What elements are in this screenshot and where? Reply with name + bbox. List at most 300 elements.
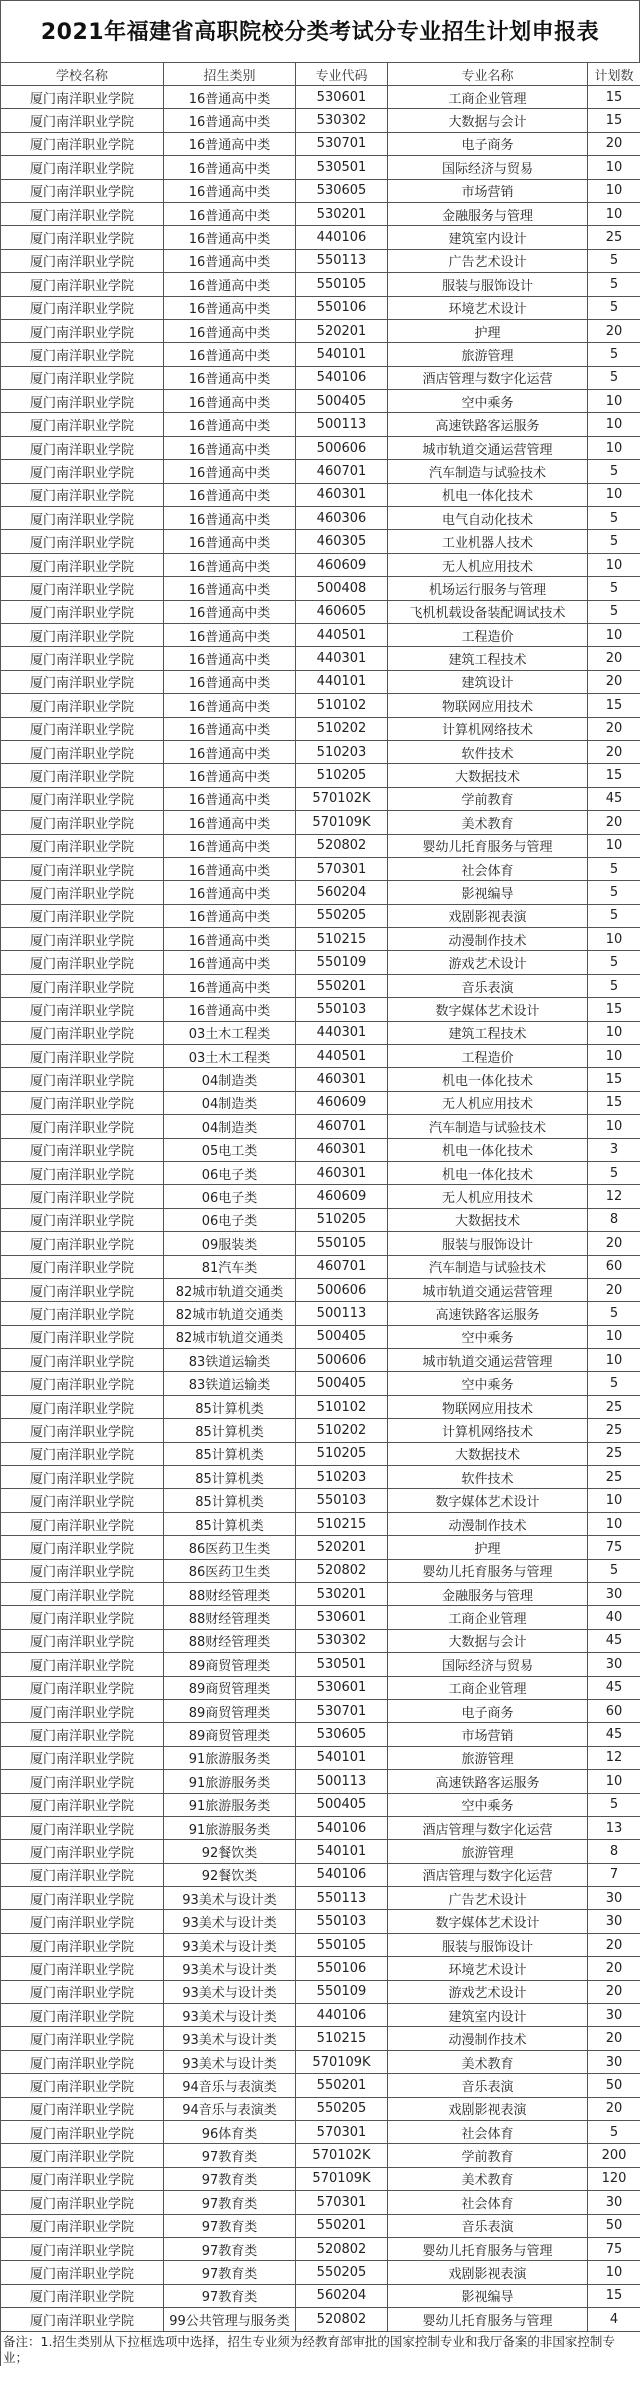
category-cell: 97教育类 [164,2191,296,2214]
count-cell: 5 [588,1302,640,1325]
code-cell: 440101 [296,670,388,693]
major-cell: 工业机器人技术 [388,530,588,553]
code-cell: 510203 [296,1466,388,1489]
code-cell: 460609 [296,1185,388,1208]
school-cell: 厦门南洋职业学院 [1,460,164,483]
table-row [1,694,640,717]
table-row [1,1840,640,1863]
count-cell: 4 [588,2308,640,2331]
code-cell: 550106 [296,296,388,319]
count-cell: 10 [588,1349,640,1372]
table-row [1,296,640,319]
count-cell: 8 [588,1840,640,1863]
major-cell: 社会体育 [388,2191,588,2214]
count-cell: 10 [588,1512,640,1535]
school-cell: 厦门南洋职业学院 [1,1161,164,1184]
category-cell: 93美术与设计类 [164,1957,296,1980]
school-cell: 厦门南洋职业学院 [1,1325,164,1348]
major-cell: 空中乘务 [388,1793,588,1816]
code-cell: 500405 [296,1793,388,1816]
table-row [1,787,640,810]
major-cell: 音乐表演 [388,2074,588,2097]
table-row [1,273,640,296]
count-cell: 5 [588,951,640,974]
code-cell: 440301 [296,647,388,670]
major-cell: 建筑设计 [388,670,588,693]
count-cell: 15 [588,764,640,787]
code-cell: 460301 [296,1161,388,1184]
category-cell: 16普通高中类 [164,974,296,997]
school-cell: 厦门南洋职业学院 [1,2284,164,2307]
table-row [1,2284,640,2307]
table-row [1,600,640,623]
school-cell: 厦门南洋职业学院 [1,1980,164,2003]
school-cell: 厦门南洋职业学院 [1,2004,164,2027]
col-plan-count: 计划数 [588,63,640,86]
major-cell: 飞机机载设备装配调试技术 [388,600,588,623]
school-cell: 厦门南洋职业学院 [1,670,164,693]
table-row [1,764,640,787]
major-cell: 游戏艺术设计 [388,951,588,974]
school-cell: 厦门南洋职业学院 [1,1559,164,1582]
code-cell: 550201 [296,974,388,997]
category-cell: 16普通高中类 [164,343,296,366]
major-cell: 软件技术 [388,740,588,763]
school-cell: 厦门南洋职业学院 [1,787,164,810]
table-row [1,951,640,974]
major-cell: 工程造价 [388,623,588,646]
table-row [1,811,640,834]
table-row [1,1115,640,1138]
major-cell: 国际经济与贸易 [388,156,588,179]
category-cell: 97教育类 [164,2261,296,2284]
school-cell: 厦门南洋职业学院 [1,2050,164,2073]
count-cell: 5 [588,857,640,880]
major-cell: 影视编导 [388,2284,588,2307]
school-cell: 厦门南洋职业学院 [1,2167,164,2190]
major-cell: 物联网应用技术 [388,1395,588,1418]
count-cell: 20 [588,1232,640,1255]
category-cell: 89商贸管理类 [164,1699,296,1722]
school-cell: 厦门南洋职业学院 [1,2074,164,2097]
category-cell: 93美术与设计类 [164,2004,296,2027]
count-cell: 10 [588,2261,640,2284]
category-cell: 16普通高中类 [164,553,296,576]
code-cell: 570109K [296,2050,388,2073]
count-cell: 15 [588,2284,640,2307]
count-cell: 30 [588,1910,640,1933]
school-cell: 厦门南洋职业学院 [1,1372,164,1395]
school-cell: 厦门南洋职业学院 [1,2308,164,2331]
major-cell: 广告艺术设计 [388,1887,588,1910]
table-row [1,1489,640,1512]
category-cell: 16普通高中类 [164,273,296,296]
code-cell: 530601 [296,1606,388,1629]
col-major-code: 专业代码 [296,63,388,86]
major-cell: 建筑室内设计 [388,226,588,249]
table-row [1,1559,640,1582]
table-row [1,1232,640,1255]
count-cell: 5 [588,1793,640,1816]
school-cell: 厦门南洋职业学院 [1,1536,164,1559]
table-row [1,1770,640,1793]
major-cell: 机场运行服务与管理 [388,577,588,600]
category-cell: 88财经管理类 [164,1606,296,1629]
major-cell: 工商企业管理 [388,1676,588,1699]
category-cell: 16普通高中类 [164,86,296,109]
code-cell: 550103 [296,1489,388,1512]
category-cell: 85计算机类 [164,1466,296,1489]
major-cell: 大数据技术 [388,1208,588,1231]
major-cell: 婴幼儿托育服务与管理 [388,1559,588,1582]
major-cell: 国际经济与贸易 [388,1653,588,1676]
table-row [1,366,640,389]
code-cell: 500606 [296,1278,388,1301]
category-cell: 04制造类 [164,1115,296,1138]
category-cell: 86医药卫生类 [164,1536,296,1559]
table-row [1,1138,640,1161]
count-cell: 25 [588,1395,640,1418]
code-cell: 510215 [296,928,388,951]
school-cell: 厦门南洋职业学院 [1,413,164,436]
count-cell: 20 [588,1278,640,1301]
count-cell: 40 [588,1606,640,1629]
school-cell: 厦门南洋职业学院 [1,1091,164,1114]
code-cell: 500606 [296,436,388,459]
count-cell: 10 [588,436,640,459]
major-cell: 金融服务与管理 [388,1583,588,1606]
code-cell: 520802 [296,2237,388,2260]
major-cell: 服装与服饰设计 [388,273,588,296]
major-cell: 美术教育 [388,2050,588,2073]
category-cell: 16普通高中类 [164,413,296,436]
category-cell: 85计算机类 [164,1442,296,1465]
school-cell: 厦门南洋职业学院 [1,998,164,1021]
code-cell: 460301 [296,1138,388,1161]
count-cell: 10 [588,202,640,225]
school-cell: 厦门南洋职业学院 [1,1021,164,1044]
major-cell: 高速铁路客运服务 [388,1770,588,1793]
major-cell: 美术教育 [388,2167,588,2190]
school-cell: 厦门南洋职业学院 [1,1840,164,1863]
count-cell: 10 [588,1115,640,1138]
table-row [1,1816,640,1839]
code-cell: 530701 [296,132,388,155]
table-row [1,1442,640,1465]
category-cell: 88财经管理类 [164,1583,296,1606]
code-cell: 520802 [296,1559,388,1582]
major-cell: 建筑工程技术 [388,647,588,670]
code-cell: 530701 [296,1699,388,1722]
count-cell: 5 [588,530,640,553]
code-cell: 460301 [296,1068,388,1091]
count-cell: 50 [588,2074,640,2097]
category-cell: 97教育类 [164,2167,296,2190]
count-cell: 5 [588,904,640,927]
school-cell: 厦门南洋职业学院 [1,928,164,951]
code-cell: 460701 [296,460,388,483]
category-cell: 16普通高中类 [164,904,296,927]
major-cell: 环境艺术设计 [388,296,588,319]
code-cell: 500405 [296,390,388,413]
category-cell: 16普通高中类 [164,717,296,740]
code-cell: 570109K [296,2167,388,2190]
table-row [1,319,640,342]
count-cell: 30 [588,2004,640,2027]
category-cell: 16普通高中类 [164,483,296,506]
category-cell: 85计算机类 [164,1395,296,1418]
major-cell: 动漫制作技术 [388,1512,588,1535]
count-cell: 10 [588,623,640,646]
category-cell: 16普通高中类 [164,109,296,132]
code-cell: 500405 [296,1325,388,1348]
count-cell: 20 [588,1980,640,2003]
table-row [1,1091,640,1114]
school-cell: 厦门南洋职业学院 [1,811,164,834]
table-row [1,343,640,366]
school-cell: 厦门南洋职业学院 [1,156,164,179]
category-cell: 93美术与设计类 [164,2027,296,2050]
code-cell: 540106 [296,1816,388,1839]
table-row [1,928,640,951]
school-cell: 厦门南洋职业学院 [1,109,164,132]
code-cell: 440301 [296,1021,388,1044]
school-cell: 厦门南洋职业学院 [1,1863,164,1886]
count-cell: 10 [588,1021,640,1044]
table-row [1,1583,640,1606]
count-cell: 20 [588,670,640,693]
count-cell: 5 [588,974,640,997]
table-row [1,647,640,670]
count-cell: 30 [588,2050,640,2073]
category-cell: 16普通高中类 [164,249,296,272]
count-cell: 20 [588,1957,640,1980]
count-cell: 5 [588,2120,640,2143]
table-row [1,86,640,109]
count-cell: 15 [588,109,640,132]
count-cell: 60 [588,1255,640,1278]
count-cell: 25 [588,1419,640,1442]
table-row [1,1255,640,1278]
major-cell: 高速铁路客运服务 [388,1302,588,1325]
major-cell: 护理 [388,1536,588,1559]
school-cell: 厦门南洋职业学院 [1,273,164,296]
major-cell: 大数据技术 [388,1442,588,1465]
table-row [1,1325,640,1348]
count-cell: 75 [588,2237,640,2260]
category-cell: 05电工类 [164,1138,296,1161]
count-cell: 10 [588,390,640,413]
code-cell: 550105 [296,1933,388,1956]
category-cell: 83铁道运输类 [164,1372,296,1395]
major-cell: 市场营销 [388,1723,588,1746]
count-cell: 5 [588,249,640,272]
school-cell: 厦门南洋职业学院 [1,1629,164,1652]
footnote: 备注：1.招生类别从下拉框选项中选择，招生专业须为经教育部审批的国家控制专业和我厅备案的非国家控制专业； [0,2332,640,2366]
count-cell: 10 [588,179,640,202]
school-cell: 厦门南洋职业学院 [1,764,164,787]
category-cell: 16普通高中类 [164,436,296,459]
school-cell: 厦门南洋职业学院 [1,1442,164,1465]
table-row [1,460,640,483]
school-cell: 厦门南洋职业学院 [1,740,164,763]
code-cell: 550113 [296,249,388,272]
table-row [1,2237,640,2260]
code-cell: 530302 [296,1629,388,1652]
table-row [1,1980,640,2003]
table-row [1,881,640,904]
code-cell: 540106 [296,366,388,389]
school-cell: 厦门南洋职业学院 [1,1185,164,1208]
table-row [1,1676,640,1699]
major-cell: 软件技术 [388,1466,588,1489]
table-row [1,1793,640,1816]
count-cell: 20 [588,647,640,670]
col-category: 招生类别 [164,63,296,86]
category-cell: 92餐饮类 [164,1863,296,1886]
category-cell: 97教育类 [164,2144,296,2167]
code-cell: 550105 [296,1232,388,1255]
major-cell: 戏剧影视表演 [388,904,588,927]
major-cell: 高速铁路客运服务 [388,413,588,436]
school-cell: 厦门南洋职业学院 [1,1583,164,1606]
code-cell: 550205 [296,2261,388,2284]
school-cell: 厦门南洋职业学院 [1,1910,164,1933]
school-cell: 厦门南洋职业学院 [1,2144,164,2167]
school-cell: 厦门南洋职业学院 [1,857,164,880]
school-cell: 厦门南洋职业学院 [1,530,164,553]
table-row [1,834,640,857]
col-school-name: 学校名称 [1,63,164,86]
table-row [1,1910,640,1933]
school-cell: 厦门南洋职业学院 [1,390,164,413]
code-cell: 510202 [296,717,388,740]
major-cell: 音乐表演 [388,2214,588,2237]
code-cell: 460701 [296,1255,388,1278]
code-cell: 540101 [296,1746,388,1769]
major-cell: 广告艺术设计 [388,249,588,272]
school-cell: 厦门南洋职业学院 [1,1115,164,1138]
category-cell: 97教育类 [164,2284,296,2307]
major-cell: 酒店管理与数字化运营 [388,366,588,389]
count-cell: 10 [588,553,640,576]
code-cell: 530605 [296,179,388,202]
count-cell: 45 [588,1723,640,1746]
category-cell: 04制造类 [164,1068,296,1091]
category-cell: 16普通高中类 [164,670,296,693]
table-row [1,2191,640,2214]
major-cell: 工商企业管理 [388,1606,588,1629]
category-cell: 16普通高中类 [164,998,296,1021]
count-cell: 20 [588,740,640,763]
school-cell: 厦门南洋职业学院 [1,226,164,249]
category-cell: 81汽车类 [164,1255,296,1278]
category-cell: 82城市轨道交通类 [164,1325,296,1348]
table-row [1,974,640,997]
school-cell: 厦门南洋职业学院 [1,1419,164,1442]
code-cell: 550103 [296,1910,388,1933]
count-cell: 75 [588,1536,640,1559]
school-cell: 厦门南洋职业学院 [1,834,164,857]
table-row [1,156,640,179]
count-cell: 30 [588,1583,640,1606]
school-cell: 厦门南洋职业学院 [1,1606,164,1629]
category-cell: 16普通高中类 [164,577,296,600]
major-cell: 旅游管理 [388,1840,588,1863]
school-cell: 厦门南洋职业学院 [1,1349,164,1372]
table-row [1,2261,640,2284]
count-cell: 45 [588,787,640,810]
code-cell: 500606 [296,1349,388,1372]
school-cell: 厦门南洋职业学院 [1,1793,164,1816]
major-cell: 音乐表演 [388,974,588,997]
code-cell: 550106 [296,1957,388,1980]
major-cell: 酒店管理与数字化运营 [388,1816,588,1839]
table-row [1,1863,640,1886]
category-cell: 16普通高中类 [164,787,296,810]
table-row [1,1278,640,1301]
enrollment-table [0,62,640,2332]
school-cell: 厦门南洋职业学院 [1,623,164,646]
category-cell: 16普通高中类 [164,928,296,951]
table-row [1,740,640,763]
count-cell: 30 [588,2191,640,2214]
count-cell: 15 [588,1091,640,1114]
school-cell: 厦门南洋职业学院 [1,483,164,506]
table-row [1,857,640,880]
major-cell: 金融服务与管理 [388,202,588,225]
school-cell: 厦门南洋职业学院 [1,1489,164,1512]
major-cell: 服装与服饰设计 [388,1232,588,1255]
school-cell: 厦门南洋职业学院 [1,1957,164,1980]
table-row [1,413,640,436]
code-cell: 550201 [296,2214,388,2237]
code-cell: 460301 [296,483,388,506]
code-cell: 510215 [296,1512,388,1535]
major-cell: 汽车制造与试验技术 [388,460,588,483]
table-row [1,1933,640,1956]
table-row [1,577,640,600]
count-cell: 5 [588,881,640,904]
code-cell: 540101 [296,343,388,366]
table-row [1,1957,640,1980]
category-cell: 85计算机类 [164,1419,296,1442]
table-row [1,1208,640,1231]
count-cell: 7 [588,1863,640,1886]
count-cell: 3 [588,1138,640,1161]
table-row [1,1068,640,1091]
code-cell: 510102 [296,694,388,717]
count-cell: 10 [588,483,640,506]
school-cell: 厦门南洋职业学院 [1,1699,164,1722]
code-cell: 460605 [296,600,388,623]
major-cell: 汽车制造与试验技术 [388,1115,588,1138]
code-cell: 530605 [296,1723,388,1746]
category-cell: 16普通高中类 [164,202,296,225]
code-cell: 500113 [296,1770,388,1793]
category-cell: 94音乐与表演类 [164,2074,296,2097]
count-cell: 20 [588,319,640,342]
major-cell: 游戏艺术设计 [388,1980,588,2003]
major-cell: 婴幼儿托育服务与管理 [388,834,588,857]
school-cell: 厦门南洋职业学院 [1,86,164,109]
table-row [1,1699,640,1722]
table-row [1,1419,640,1442]
count-cell: 10 [588,1489,640,1512]
category-cell: 16普通高中类 [164,179,296,202]
major-cell: 空中乘务 [388,390,588,413]
major-cell: 物联网应用技术 [388,694,588,717]
